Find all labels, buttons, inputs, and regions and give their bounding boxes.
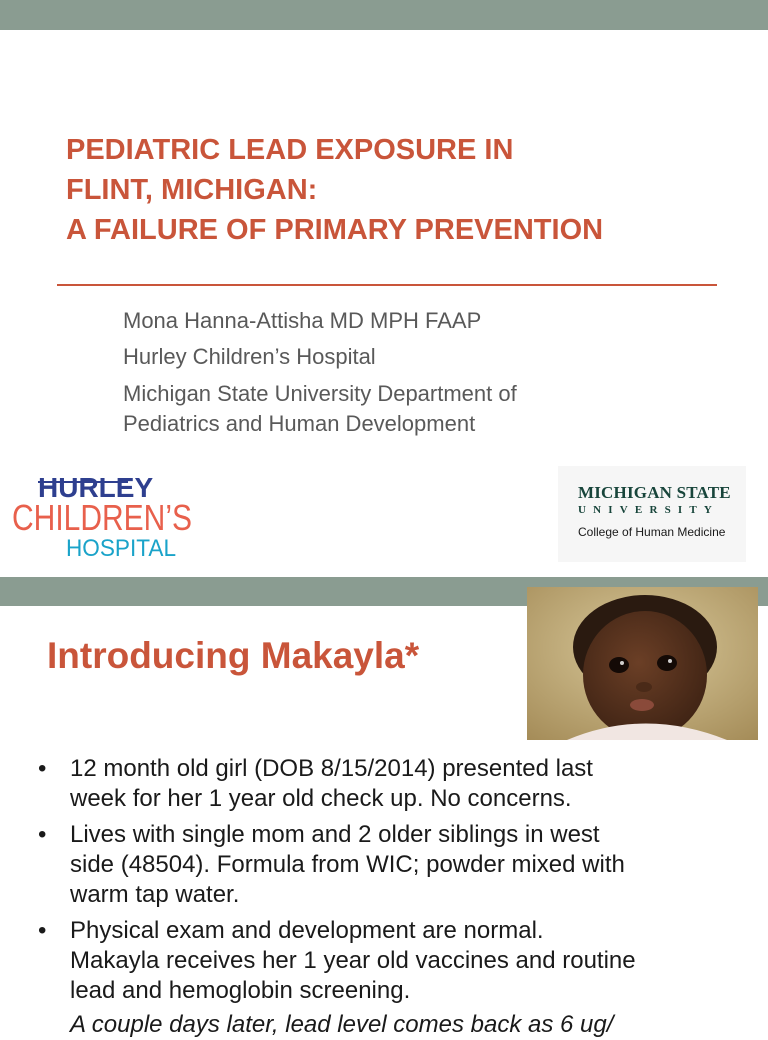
slide-title-line-1: PEDIATRIC LEAD EXPOSURE IN xyxy=(66,134,514,166)
bullet-marker: • xyxy=(38,755,47,782)
bullet-1-line-1: 12 month old girl (DOB 8/15/2014) presented last xyxy=(70,755,593,782)
baby-photo xyxy=(527,587,758,740)
title-divider xyxy=(57,284,717,286)
bullet-2-line-2: side (48504). Formula from WIC; powder mixed with xyxy=(70,851,625,878)
hurley-logo-line1: HURLEY xyxy=(38,472,154,503)
msu-logo-line3: College of Human Medicine xyxy=(578,525,726,539)
hurley-logo-line3: HOSPITAL xyxy=(66,535,176,562)
author-affiliation-hospital: Hurley Children’s Hospital xyxy=(123,344,376,369)
slide-title-line-3: A FAILURE OF PRIMARY PREVENTION xyxy=(66,214,604,246)
bullet-3-line-1: Physical exam and development are normal. xyxy=(70,917,544,944)
slide2-title: Introducing Makayla* xyxy=(47,635,420,676)
bullet-marker: • xyxy=(38,917,47,944)
author-name: Mona Hanna-Attisha MD MPH FAAP xyxy=(123,308,482,333)
bullet-2-line-1: Lives with single mom and 2 older siblings in west xyxy=(70,821,600,848)
top-band xyxy=(0,0,768,30)
bullet-1-line-2: week for her 1 year old check up. No concerns. xyxy=(70,785,572,812)
slide-title-line-2: FLINT, MICHIGAN: xyxy=(66,174,318,206)
bullet-3-line-2: Makayla receives her 1 year old vaccines and routine xyxy=(70,947,636,974)
msu-college-logo xyxy=(558,466,746,562)
hurley-childrens-hospital-logo xyxy=(10,470,195,562)
bullet-2-line-3: warm tap water. xyxy=(70,881,240,908)
msu-logo-line2: UNIVERSITY xyxy=(578,504,720,516)
author-affiliation-department: Pediatrics and Human Development xyxy=(123,411,476,436)
hurley-logo-line2: CHILDREN’S xyxy=(12,497,192,538)
bullet-3-line-3: lead and hemoglobin screening. xyxy=(70,977,411,1004)
cut-off-line: A couple days later, lead level comes back as 6 ug/ xyxy=(70,1011,614,1038)
msu-logo-line1: MICHIGAN STATE xyxy=(578,483,731,502)
author-affiliation-university: Michigan State University Department of xyxy=(123,381,517,406)
bullet-marker: • xyxy=(38,821,47,848)
